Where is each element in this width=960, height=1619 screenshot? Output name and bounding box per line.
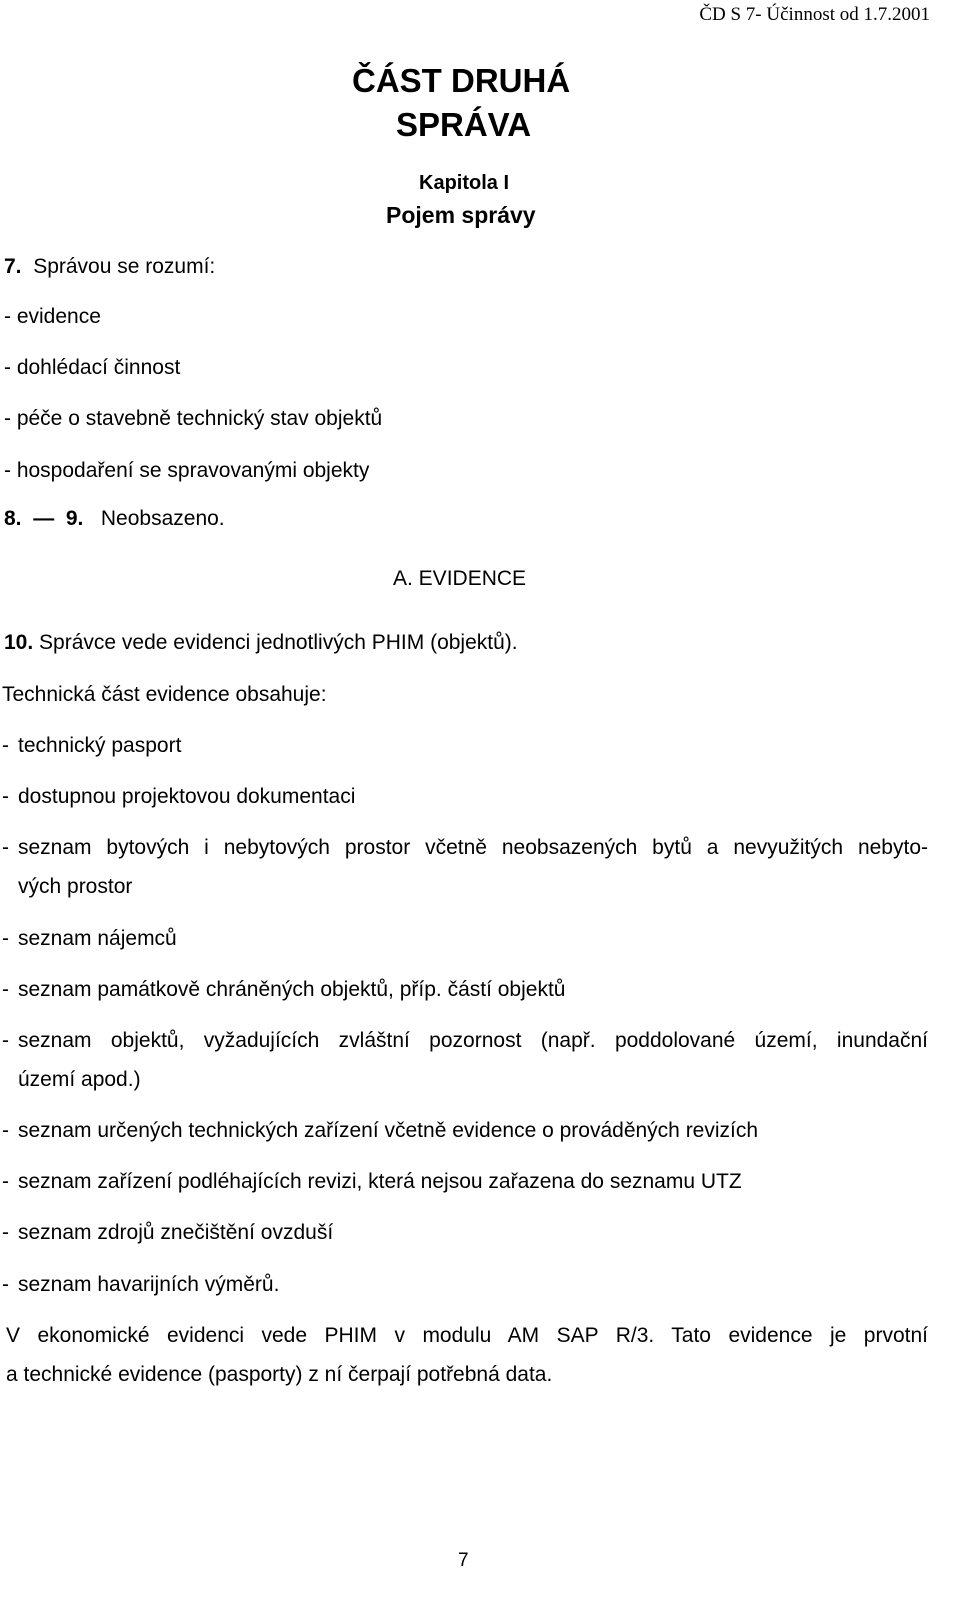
list-dash: - xyxy=(2,1221,9,1244)
chapter-title: Pojem správy xyxy=(386,202,536,228)
economic-evidence-text-cont: a technické evidence (pasporty) z ní čerpají potřebná data. xyxy=(6,1363,553,1386)
list-item: seznam památkově chráněných objektů, příp. částí objektů xyxy=(18,978,566,1001)
section-8-9 xyxy=(4,507,225,531)
list-item: seznam zařízení podléhajících revizi, která nejsou zařazena do seznamu UTZ xyxy=(18,1170,742,1193)
list-dash: - xyxy=(2,1170,9,1193)
section-heading-evidence: A. EVIDENCE xyxy=(393,567,527,590)
section-text: Správce vede evidenci jednotlivých PHIM (objektů). xyxy=(39,631,518,654)
part-name: SPRÁVA xyxy=(396,106,532,143)
list-dash: - xyxy=(2,836,9,859)
list-dash: - xyxy=(2,785,9,808)
section-number: 9. xyxy=(65,507,84,530)
list-item: seznam bytových i nebytových prostor včetně neobsazených bytů a nevyužitých nebyto- xyxy=(18,836,928,859)
section-text: Neobsazeno. xyxy=(100,507,225,530)
list-item: seznam určených technických zařízení včetně evidence o prováděných revizích xyxy=(18,1119,759,1142)
list-item: seznam havarijních výměrů. xyxy=(18,1273,280,1296)
list-item: - péče o stavebně technický stav objektů xyxy=(4,407,383,430)
running-head: ČD S 7- Účinnost od 1.7.2001 xyxy=(699,4,930,25)
list-item-continuation: vých prostor xyxy=(18,875,133,898)
list-dash: - xyxy=(2,1029,9,1052)
section-10 xyxy=(4,631,518,655)
list-item: seznam zdrojů znečištění ovzduší xyxy=(18,1221,334,1244)
list-item: - dohlédací činnost xyxy=(4,356,181,379)
list-dash: - xyxy=(2,927,9,950)
page-number: 7 xyxy=(458,1550,469,1571)
section-number: 10. xyxy=(4,631,34,654)
list-item: - hospodaření se spravovanými objekty xyxy=(4,459,370,482)
range-dash: — xyxy=(33,507,55,530)
list-dash: - xyxy=(2,978,9,1001)
economic-evidence-text: V ekonomické evidenci vede PHIM v modulu AM SAP R/3. Tato evidence je prvotní xyxy=(6,1324,928,1347)
part-title: ČÁST DRUHÁ xyxy=(352,62,571,99)
section-number: 7. xyxy=(4,255,22,278)
list-item: technický pasport xyxy=(18,734,182,757)
intro-text: Technická část evidence obsahuje: xyxy=(2,683,327,706)
list-item: seznam nájemců xyxy=(18,927,177,950)
list-item: - evidence xyxy=(4,305,101,328)
section-7 xyxy=(4,255,215,279)
section-number: 8. xyxy=(4,507,22,530)
chapter-label: Kapitola I xyxy=(419,172,510,194)
list-item-continuation: území apod.) xyxy=(18,1068,141,1091)
list-dash: - xyxy=(2,1273,9,1296)
list-item: dostupnou projektovou dokumentaci xyxy=(18,785,356,808)
list-dash: - xyxy=(2,1119,9,1142)
list-dash: - xyxy=(2,734,9,757)
list-item: seznam objektů, vyžadujících zvláštní pozornost (např. poddolované území, inundační xyxy=(18,1029,928,1052)
section-text: Správou se rozumí: xyxy=(33,255,216,278)
